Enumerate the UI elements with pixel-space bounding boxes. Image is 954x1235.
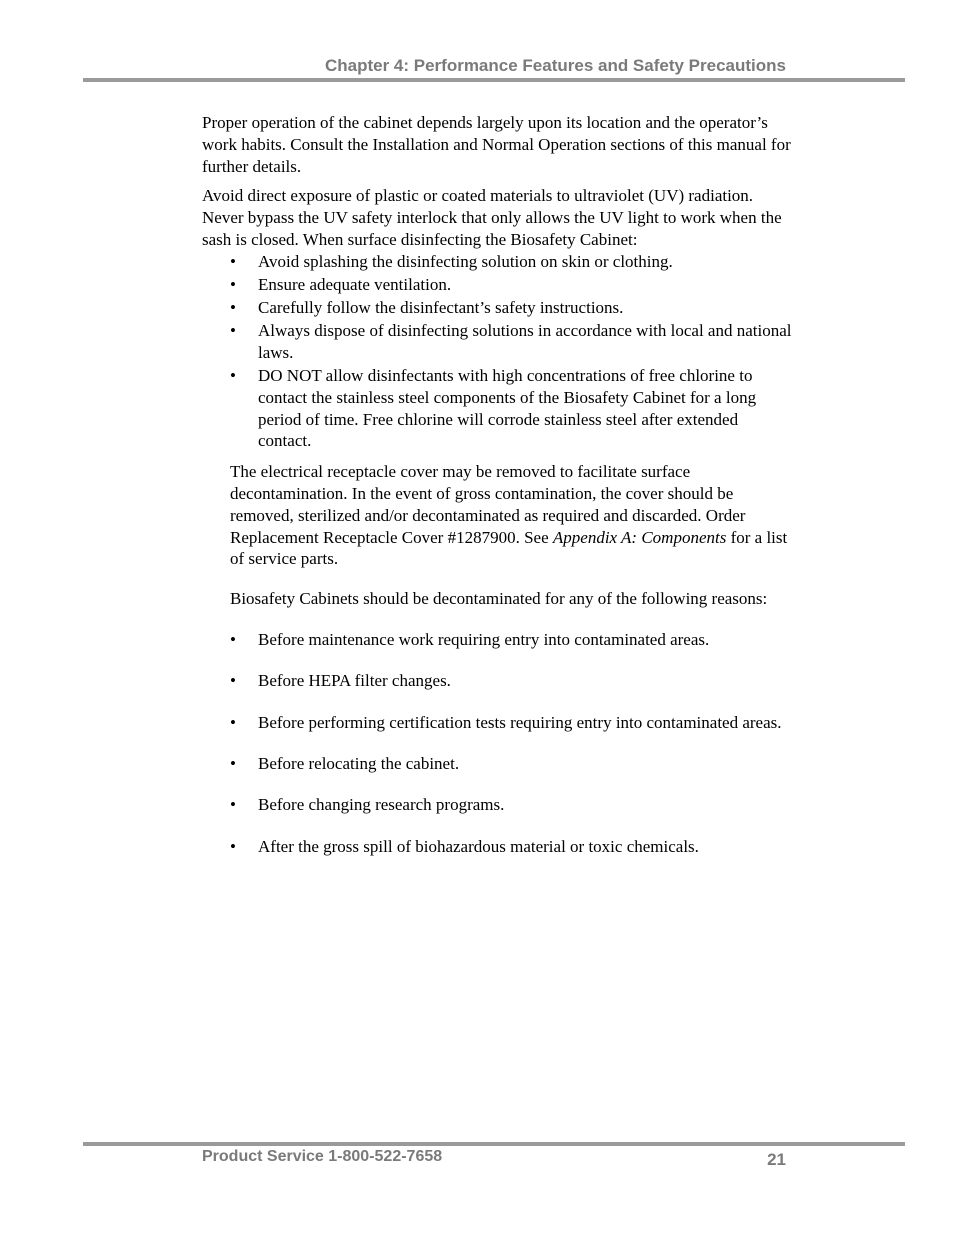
bullet-icon: • [230,712,236,732]
header-divider [83,78,905,82]
list-item-text: Avoid splashing the disinfecting solution on skin or clothing. [258,251,673,271]
bullet-icon: • [230,629,236,649]
decontamination-bullet-list [202,629,792,858]
uv-paragraph: Avoid direct exposure of plastic or coated materials to ultraviolet (UV) radiation. Never bypass the UV safety interlock that only allows the UV light to work when the sash is closed. When surface disinfecting the Biosafety Cabinet: [202,186,782,249]
chapter-title: Chapter 4: Performance Features and Safety Precautions [324,56,786,75]
list-item [230,794,792,816]
list-item-text: Ensure adequate ventilation. [258,274,452,294]
bullet-icon: • [230,365,236,385]
intro-paragraph: Proper operation of the cabinet depends largely upon its location and the operator’s work habits. Consult the Installation and Normal Operation sections of this manual for further details. [202,113,791,176]
list-item [230,297,792,319]
bullet-icon: • [230,297,236,317]
decontamination-paragraph: Biosafety Cabinets should be decontaminated for any of the following reasons: [230,589,768,609]
bullet-icon: • [230,321,236,341]
list-item [230,712,792,734]
list-item [230,274,792,296]
bullet-icon: • [230,251,236,271]
bullet-icon: • [230,836,236,856]
list-item-text: Before relocating the cabinet. [258,754,460,774]
receptacle-text: The electrical receptacle cover may be removed to facilitate surface decontamination. In the event of gross contamination, the cover should be removed, sterilized and/or decontaminated as required and discarded. Order Replacement Receptacle Cover #1287900. See [230,462,746,547]
list-item-text: DO NOT allow disinfectants with high concentrations of free chlorine to contact the stainless steel components of the Biosafety Cabinet for a long period of time. Free chlorine will corrode stainless steel after extended contact. [258,365,757,451]
disinfect-bullet-list [202,251,792,452]
list-item [230,320,792,364]
footer-divider [83,1142,905,1146]
list-item-text: Before HEPA filter changes. [258,671,451,691]
bullet-icon: • [230,274,236,294]
receptacle-tail: for a list of service parts. [230,527,788,569]
list-item-text: After the gross spill of biohazardous material or toxic chemicals. [258,836,699,856]
list-item [230,836,792,858]
list-item [230,629,792,651]
list-item-text: Before performing certification tests requiring entry into contaminated areas. [258,712,782,732]
appendix-reference: Appendix A: Components [552,527,727,547]
product-service-phone: Product Service 1-800-522-7658 [202,1148,443,1165]
list-item [230,670,792,692]
page-number: 21 [767,1150,786,1169]
receptacle-paragraph [230,461,792,570]
list-item [230,251,792,273]
list-item-text: Always dispose of disinfecting solutions in accordance with local and national laws. [258,321,792,362]
bullet-icon: • [230,671,236,691]
list-item [230,753,792,775]
page-body [202,112,792,877]
bullet-icon: • [230,754,236,774]
list-item [230,365,792,452]
list-item-text: Carefully follow the disinfectant’s safety instructions. [258,297,624,317]
bullet-icon: • [230,795,236,815]
list-item-text: Before maintenance work requiring entry into contaminated areas. [258,629,710,649]
list-item-text: Before changing research programs. [258,795,505,815]
